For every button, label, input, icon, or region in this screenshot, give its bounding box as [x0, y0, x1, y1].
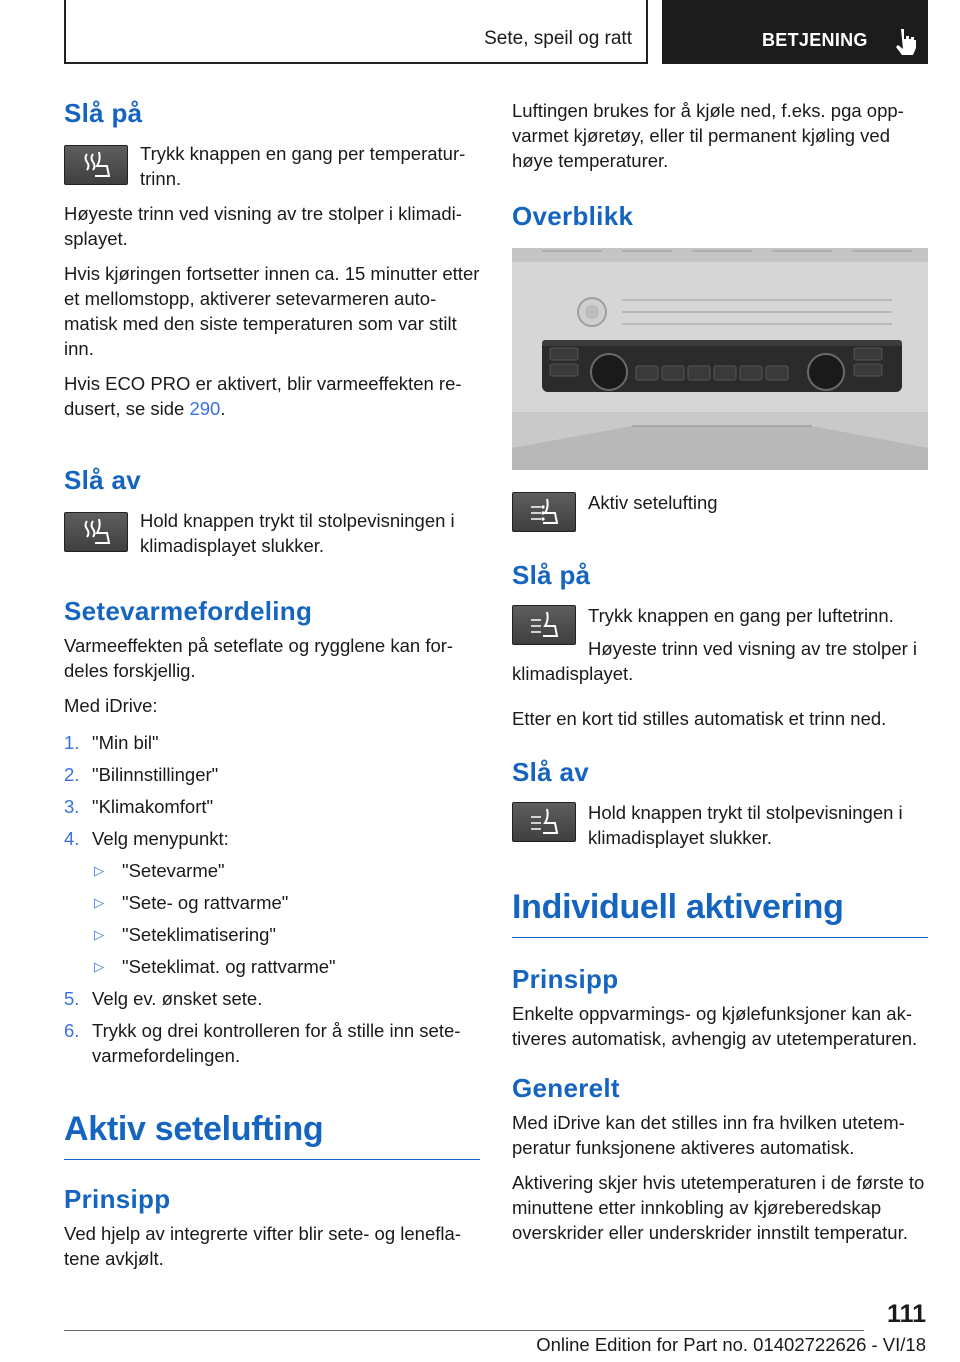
- photo-caption: Aktiv setelufting: [588, 492, 718, 513]
- distribution-paragraph-1: Varmeeffekten på seteflate og rygglene kan fordeles forskjellig.: [64, 635, 454, 681]
- hand-pointer-icon: [890, 26, 920, 56]
- left-column: [64, 98, 480, 1271]
- seat-heating-paragraph-2: Hvis kjøringen fortsetter innen ca. 15 minutter etter et mellomstopp, aktiverer setevarmeren automatisk med den siste temperaturen som var stilt inn.: [64, 263, 480, 359]
- ventilation-off-row: [512, 800, 928, 850]
- heading-ventilation-off: Slå av: [512, 757, 589, 787]
- seat-heating-on-text: Trykk knappen en gang per temperaturtrinn.: [140, 143, 466, 189]
- ventilation-on-paragraph-2: Etter en kort tid stilles automatisk et trinn ned.: [512, 708, 887, 729]
- climate-control-photo: [512, 248, 928, 470]
- footer-edition: Online Edition for Part no. 01402722626 - VI/18: [536, 1334, 926, 1355]
- seat-heating-on-row: [64, 141, 480, 191]
- ventilation-on-row: [512, 603, 928, 686]
- triangle-bullet-icon: ▷: [94, 895, 104, 910]
- ventilation-on-paragraph-1: Høyeste trinn ved visning av tre stolper i klimadisplayet.: [512, 638, 918, 684]
- heading-rule: [512, 937, 928, 938]
- heading-overview: Overblikk: [512, 201, 634, 231]
- individual-principle-text: Enkelte oppvarmings- og kjølefunksjoner kan aktiveres automatisk, avhengig av utetemperaturen.: [512, 1003, 918, 1049]
- seat-heating-button[interactable]: [64, 145, 128, 185]
- seat-heating-icon: [79, 150, 115, 180]
- list-item: 3. "Klimakomfort": [64, 796, 214, 817]
- heading-ventilation-on: Slå på: [512, 560, 591, 590]
- seat-ventilation-icon: [527, 807, 563, 837]
- list-item: 2. "Bilinnstillinger": [64, 764, 219, 785]
- ventilation-principle-text: Ved hjelp av integrerte vifter blir sete- og leneflatene avkjølt.: [64, 1223, 461, 1269]
- seat-ventilation-icon: [527, 610, 563, 640]
- list-item: ▷ "Setevarme": [94, 860, 225, 881]
- list-item: 4. Velg menypunkt:: [64, 828, 229, 849]
- list-item: ▷ "Seteklimat. og rattvarme": [94, 956, 336, 977]
- seat-ventilation-button[interactable]: [512, 492, 576, 532]
- heading-seat-heating-off: Slå av: [64, 465, 141, 495]
- distribution-paragraph-2: Med iDrive:: [64, 695, 158, 716]
- header-section-title: Sete, speil og ratt: [484, 28, 632, 49]
- list-item: ▷ "Sete- og rattvarme": [94, 892, 289, 913]
- list-item: 6. Trykk og drei kontrolleren for å stille inn setevarmefordelingen.: [64, 1020, 461, 1066]
- list-item: 1. "Min bil": [64, 732, 159, 753]
- seat-ventilation-button[interactable]: [512, 605, 576, 645]
- seat-heating-off-text: Hold knappen trykt til stolpevisningen i klimadisplayet slukker.: [140, 510, 455, 556]
- general-paragraph-2: Aktivering skjer hvis utetemperaturen i de første to minuttene etter innkobling av kjøreberedskap overskrider eller underskrider innstilt temperatur.: [512, 1172, 925, 1243]
- seat-heating-button[interactable]: [64, 512, 128, 552]
- list-item: 5. Velg ev. ønsket sete.: [64, 988, 263, 1009]
- seat-ventilation-overview-row: [512, 490, 928, 542]
- ventilation-intro-text: Luftingen brukes for å kjøle ned, f.eks. pga oppvarmet kjøretøy, eller til permanent kjøling ved høye temperaturer.: [512, 100, 904, 171]
- heading-individual-activation: Individuell aktivering: [512, 888, 844, 926]
- seat-ventilation-icon: [527, 497, 563, 527]
- triangle-bullet-icon: ▷: [94, 863, 104, 878]
- triangle-bullet-icon: ▷: [94, 959, 104, 974]
- distribution-steps: [64, 730, 480, 851]
- distribution-steps-continued: [64, 986, 480, 1068]
- seat-heating-paragraph-1: Høyeste trinn ved visning av tre stolper i klimadisplayet.: [64, 203, 462, 249]
- header-chapter-tab[interactable]: [662, 0, 928, 64]
- heading-seat-heat-distribution: Setevarmefordeling: [64, 596, 313, 626]
- ventilation-off-text: Hold knappen trykt til stolpevisningen i klimadisplayet slukker.: [588, 802, 903, 848]
- seat-heating-paragraph-3: Hvis ECO PRO er aktivert, blir varmeeffekten redusert, se side 290.: [64, 373, 462, 419]
- ventilation-on-text: Trykk knappen en gang per luftetrinn.: [588, 605, 894, 626]
- seat-heating-off-row: [64, 508, 480, 558]
- general-paragraph-1: Med iDrive kan det stilles inn fra hvilken utetemperatur funksjonene aktiveres automatisk.: [512, 1112, 905, 1158]
- menu-options: [64, 858, 480, 979]
- header-chapter-title: BETJENING: [762, 30, 868, 50]
- header-section-box: [64, 0, 648, 64]
- heading-seat-heating-on: Slå på: [64, 98, 143, 128]
- footer-rule: [64, 1330, 864, 1331]
- page-number: 111: [887, 1300, 926, 1328]
- right-column: [512, 98, 928, 1245]
- list-item: ▷ "Seteklimatisering": [94, 924, 276, 945]
- heading-general: Generelt: [512, 1073, 620, 1103]
- triangle-bullet-icon: ▷: [94, 927, 104, 942]
- heading-principle: Prinsipp: [64, 1184, 171, 1214]
- climate-panel-illustration: [512, 248, 928, 470]
- heading-rule: [64, 1159, 480, 1160]
- heading-principle: Prinsipp: [512, 964, 619, 994]
- heading-active-seat-ventilation: Aktiv setelufting: [64, 1110, 324, 1148]
- page-link-290[interactable]: 290: [189, 398, 221, 419]
- seat-heating-icon: [79, 517, 115, 547]
- seat-ventilation-button[interactable]: [512, 802, 576, 842]
